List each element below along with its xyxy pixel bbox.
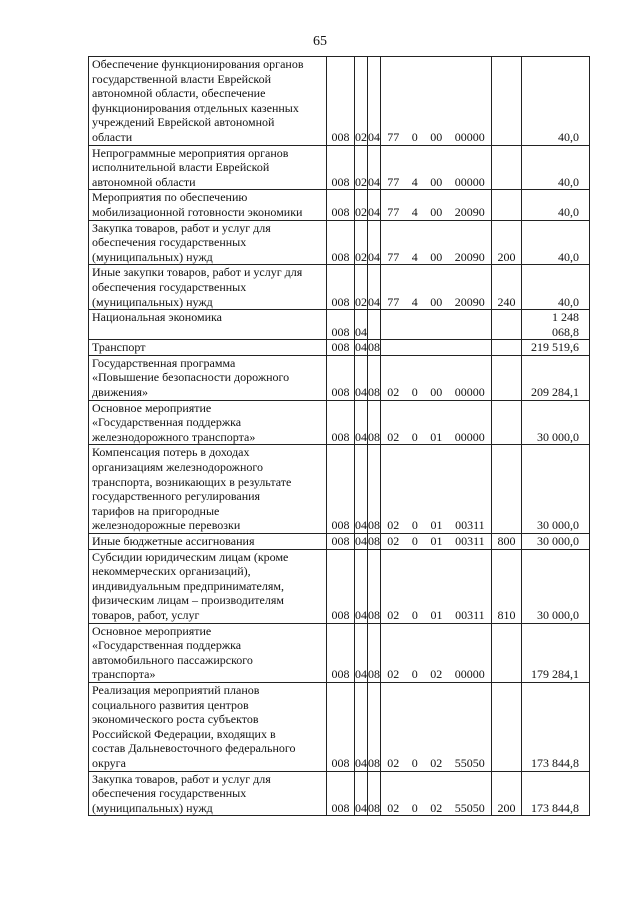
row-name-line: тарифов на пригородные bbox=[92, 503, 220, 518]
row-name-line: автономной области bbox=[92, 174, 196, 189]
grbs-code-cell: 008 bbox=[327, 771, 355, 816]
row-name-line: Закупка товаров, работ и услуг для bbox=[92, 771, 271, 786]
target-article-cell bbox=[381, 340, 492, 356]
target-article-part: 00000 bbox=[454, 174, 485, 189]
row-name-cell bbox=[89, 265, 327, 310]
target-article-part: 00000 bbox=[454, 385, 485, 400]
section-code-cell: 04 bbox=[355, 310, 368, 340]
section-code-cell: 02 bbox=[355, 220, 368, 265]
subsection-code-cell: 08 bbox=[368, 623, 381, 682]
grbs-code-cell: 008 bbox=[327, 400, 355, 445]
target-article-part: 0 bbox=[411, 429, 418, 444]
row-name-line: транспорта, возникающих в результате bbox=[92, 474, 292, 489]
row-name-cell bbox=[89, 534, 327, 550]
expense-type-cell bbox=[492, 340, 522, 356]
table-row bbox=[89, 534, 590, 550]
row-name-cell bbox=[89, 220, 327, 265]
target-article-part: 77 bbox=[387, 249, 400, 264]
row-name-line: (муниципальных) нужд bbox=[92, 294, 213, 309]
table-row bbox=[89, 623, 590, 682]
expense-type-cell: 810 bbox=[492, 549, 522, 623]
amount-cell: 30 000,0 bbox=[522, 549, 590, 623]
grbs-code-cell: 008 bbox=[327, 220, 355, 265]
row-name-cell bbox=[89, 400, 327, 445]
grbs-code-cell: 008 bbox=[327, 534, 355, 550]
expense-type-cell bbox=[492, 623, 522, 682]
table-row bbox=[89, 220, 590, 265]
target-article-part: 02 bbox=[430, 667, 443, 682]
section-code-cell: 04 bbox=[355, 549, 368, 623]
target-article-part: 55050 bbox=[454, 800, 485, 815]
subsection-code-cell: 04 bbox=[368, 145, 381, 190]
row-name-line: Российской Федерации, входящих в bbox=[92, 726, 276, 741]
expense-type-cell bbox=[492, 145, 522, 190]
target-article-cell bbox=[381, 771, 492, 816]
target-article-cell bbox=[381, 57, 492, 146]
target-article-part: 00 bbox=[430, 129, 443, 144]
row-name-line: Непрограммные мероприятия органов bbox=[92, 145, 289, 160]
row-name-line: (муниципальных) нужд bbox=[92, 249, 213, 264]
target-article-part: 02 bbox=[387, 800, 400, 815]
target-article-cell bbox=[381, 549, 492, 623]
target-article-part: 00311 bbox=[455, 534, 485, 548]
row-name-cell bbox=[89, 355, 327, 400]
target-article-part: 20090 bbox=[454, 294, 485, 309]
table-row bbox=[89, 310, 590, 340]
row-name-cell bbox=[89, 445, 327, 534]
row-name-cell bbox=[89, 682, 327, 771]
target-article-part: 0 bbox=[411, 129, 418, 144]
target-article-part: 02 bbox=[387, 534, 400, 548]
target-article-part: 00 bbox=[430, 249, 443, 264]
target-article-part: 02 bbox=[387, 518, 400, 533]
target-article-part: 00 bbox=[430, 174, 443, 189]
target-article-part: 0 bbox=[411, 755, 418, 770]
target-article-cell bbox=[381, 445, 492, 534]
subsection-code-cell: 08 bbox=[368, 355, 381, 400]
amount-cell: 40,0 bbox=[522, 220, 590, 265]
row-name-line: обеспечения государственных bbox=[92, 279, 247, 294]
amount-cell: 219 519,6 bbox=[522, 340, 590, 356]
target-article-part: 4 bbox=[411, 174, 418, 189]
target-article-part: 20090 bbox=[454, 204, 485, 219]
subsection-code-cell: 08 bbox=[368, 549, 381, 623]
grbs-code-cell: 008 bbox=[327, 145, 355, 190]
row-name-line: округа bbox=[92, 755, 126, 770]
target-article-part: 00311 bbox=[455, 518, 485, 533]
subsection-code-cell: 08 bbox=[368, 340, 380, 355]
target-article-part: 0 bbox=[411, 518, 418, 533]
target-article-part: 0 bbox=[411, 800, 418, 815]
grbs-code-cell: 008 bbox=[327, 190, 355, 220]
section-code-cell: 04 bbox=[355, 355, 368, 400]
amount-cell: 30 000,0 bbox=[522, 534, 590, 550]
target-article-part: 00 bbox=[430, 385, 443, 400]
row-name-cell bbox=[89, 340, 327, 356]
row-name-cell bbox=[89, 549, 327, 623]
expense-type-cell: 200 bbox=[492, 220, 522, 265]
row-name-line: «Государственная поддержка bbox=[92, 638, 242, 653]
expense-type-cell bbox=[492, 310, 522, 340]
row-name-cell bbox=[89, 771, 327, 816]
expense-type-cell bbox=[492, 57, 522, 146]
target-article-cell bbox=[381, 145, 492, 190]
row-name-line: Основное мероприятие bbox=[92, 623, 212, 638]
section-code-cell: 02 bbox=[355, 190, 368, 220]
table-row bbox=[89, 145, 590, 190]
grbs-code-cell: 008 bbox=[327, 265, 355, 310]
row-name-line: Иные закупки товаров, работ и услуг для bbox=[92, 265, 303, 280]
target-article-cell bbox=[381, 310, 492, 340]
subsection-code-cell: 08 bbox=[368, 534, 380, 548]
subsection-code-cell: 04 bbox=[368, 220, 381, 265]
target-article-part: 02 bbox=[387, 429, 400, 444]
section-code-cell: 04 bbox=[355, 771, 368, 816]
row-name-line: (муниципальных) нужд bbox=[92, 800, 213, 815]
row-name-line: «Повышение безопасности дорожного bbox=[92, 370, 290, 385]
target-article-part: 02 bbox=[430, 755, 443, 770]
expense-type-cell bbox=[492, 445, 522, 534]
expense-type-cell bbox=[492, 190, 522, 220]
target-article-part: 00000 bbox=[454, 129, 485, 144]
row-name-line: области bbox=[92, 129, 133, 144]
row-name-line: физическим лицам – производителям bbox=[92, 593, 284, 608]
section-code-cell: 04 bbox=[355, 400, 368, 445]
expense-type-cell bbox=[492, 400, 522, 445]
target-article-part: 77 bbox=[387, 204, 400, 219]
subsection-code-cell: 08 bbox=[368, 445, 381, 534]
table-row bbox=[89, 340, 590, 356]
target-article-part: 02 bbox=[387, 385, 400, 400]
target-article-part: 4 bbox=[411, 204, 418, 219]
row-name-line: индивидуальным предпринимателям, bbox=[92, 578, 284, 593]
row-name-line: исполнительной власти Еврейской bbox=[92, 160, 270, 175]
target-article-part: 01 bbox=[430, 534, 443, 548]
row-name-line: экономического роста субъектов bbox=[92, 712, 259, 727]
amount-cell: 179 284,1 bbox=[522, 623, 590, 682]
expense-type-cell: 200 bbox=[492, 771, 522, 816]
amount-cell: 30 000,0 bbox=[522, 400, 590, 445]
table-row bbox=[89, 57, 590, 146]
row-name-line: товаров, работ, услуг bbox=[92, 607, 200, 622]
amount-cell: 40,0 bbox=[522, 57, 590, 146]
subsection-code-cell: 08 bbox=[368, 771, 381, 816]
target-article-cell bbox=[381, 682, 492, 771]
target-article-cell bbox=[381, 220, 492, 265]
target-article-part: 4 bbox=[411, 294, 418, 309]
subsection-code-cell: 04 bbox=[368, 190, 381, 220]
amount-cell: 1 248 068,8 bbox=[522, 310, 590, 340]
table-row bbox=[89, 400, 590, 445]
row-name-line: государственной власти Еврейской bbox=[92, 71, 272, 86]
row-name-line: учреждений Еврейской автономной bbox=[92, 115, 275, 130]
target-article-part: 00 bbox=[430, 294, 443, 309]
expense-type-cell: 800 bbox=[492, 534, 522, 550]
amount-cell: 173 844,8 bbox=[522, 771, 590, 816]
row-name-line: государственного регулирования bbox=[92, 489, 261, 504]
budget-table bbox=[88, 56, 590, 816]
section-code-cell: 02 bbox=[355, 57, 368, 146]
target-article-cell bbox=[381, 623, 492, 682]
row-name-line: Основное мероприятие bbox=[92, 400, 212, 415]
target-article-part: 55050 bbox=[454, 755, 485, 770]
row-name-line: обеспечения государственных bbox=[92, 786, 247, 801]
target-article-part: 00000 bbox=[454, 667, 485, 682]
grbs-code-cell: 008 bbox=[327, 355, 355, 400]
row-name-line: социального развития центров bbox=[92, 697, 249, 712]
grbs-code-cell: 008 bbox=[327, 682, 355, 771]
row-name-line: Транспорт bbox=[92, 340, 146, 355]
target-article-cell bbox=[381, 534, 492, 550]
row-name-line: железнодорожные перевозки bbox=[92, 518, 241, 533]
row-name-cell bbox=[89, 310, 327, 340]
target-article-part: 0 bbox=[411, 385, 418, 400]
grbs-code-cell: 008 bbox=[327, 623, 355, 682]
table-row bbox=[89, 771, 590, 816]
target-article-part: 77 bbox=[387, 294, 400, 309]
table-row bbox=[89, 265, 590, 310]
target-article-part: 0 bbox=[411, 667, 418, 682]
row-name-line: Компенсация потерь в доходах bbox=[92, 445, 250, 460]
target-article-part: 01 bbox=[430, 607, 443, 622]
grbs-code-cell: 008 bbox=[327, 310, 355, 340]
section-code-cell: 02 bbox=[355, 145, 368, 190]
row-name-line: автономной области, обеспечение bbox=[92, 86, 266, 101]
subsection-code-cell: 08 bbox=[368, 682, 381, 771]
target-article-part: 02 bbox=[387, 607, 400, 622]
row-name-line: движения» bbox=[92, 385, 149, 400]
expense-type-cell: 240 bbox=[492, 265, 522, 310]
amount-cell: 40,0 bbox=[522, 190, 590, 220]
row-name-line: обеспечения государственных bbox=[92, 235, 247, 250]
target-article-part: 77 bbox=[387, 129, 400, 144]
row-name-line: «Государственная поддержка bbox=[92, 415, 242, 430]
table-row bbox=[89, 190, 590, 220]
target-article-part: 01 bbox=[430, 518, 443, 533]
row-name-line: Обеспечение функционирования органов bbox=[92, 57, 304, 71]
subsection-code-cell: 08 bbox=[368, 400, 381, 445]
target-article-part: 00 bbox=[430, 204, 443, 219]
amount-cell: 40,0 bbox=[522, 265, 590, 310]
target-article-part: 00311 bbox=[455, 607, 485, 622]
target-article-cell bbox=[381, 190, 492, 220]
section-code-cell: 04 bbox=[355, 445, 368, 534]
section-code-cell: 04 bbox=[355, 682, 368, 771]
target-article-part: 20090 bbox=[454, 249, 485, 264]
row-name-line: Государственная программа bbox=[92, 355, 236, 370]
target-article-part: 77 bbox=[387, 174, 400, 189]
expense-type-cell bbox=[492, 355, 522, 400]
row-name-line: организациям железнодорожного bbox=[92, 460, 263, 475]
row-name-line: Мероприятия по обеспечению bbox=[92, 190, 248, 205]
target-article-part: 0 bbox=[411, 534, 418, 548]
row-name-line: состав Дальневосточного федерального bbox=[92, 741, 296, 756]
target-article-part: 4 bbox=[411, 249, 418, 264]
row-name-line: функционирования отдельных казенных bbox=[92, 100, 299, 115]
row-name-line: железнодорожного транспорта» bbox=[92, 429, 256, 444]
section-code-cell: 04 bbox=[355, 623, 368, 682]
row-name-line: Иные бюджетные ассигнования bbox=[92, 534, 255, 548]
subsection-code-cell: 04 bbox=[368, 265, 381, 310]
amount-cell: 40,0 bbox=[522, 145, 590, 190]
grbs-code-cell: 008 bbox=[327, 549, 355, 623]
grbs-code-cell: 008 bbox=[327, 445, 355, 534]
target-article-cell bbox=[381, 355, 492, 400]
grbs-code-cell: 008 bbox=[327, 340, 355, 356]
row-name-cell bbox=[89, 190, 327, 220]
table-row bbox=[89, 445, 590, 534]
target-article-part: 02 bbox=[430, 800, 443, 815]
row-name-line: автомобильного пассажирского bbox=[92, 652, 253, 667]
amount-cell: 173 844,8 bbox=[522, 682, 590, 771]
row-name-cell bbox=[89, 145, 327, 190]
target-article-part: 01 bbox=[430, 429, 443, 444]
target-article-part: 0 bbox=[411, 607, 418, 622]
target-article-cell bbox=[381, 265, 492, 310]
table-row bbox=[89, 549, 590, 623]
row-name-cell bbox=[89, 623, 327, 682]
row-name-line: Национальная экономика bbox=[92, 310, 222, 325]
section-code-cell: 02 bbox=[355, 265, 368, 310]
subsection-code-cell: 04 bbox=[368, 57, 381, 146]
subsection-code-cell bbox=[368, 310, 381, 340]
row-name-line: некоммерческих организаций), bbox=[92, 564, 251, 579]
amount-cell: 209 284,1 bbox=[522, 355, 590, 400]
target-article-part: 02 bbox=[387, 755, 400, 770]
table-row bbox=[89, 355, 590, 400]
row-name-line: Закупка товаров, работ и услуг для bbox=[92, 220, 271, 235]
section-code-cell: 04 bbox=[355, 534, 367, 548]
target-article-part: 02 bbox=[387, 667, 400, 682]
target-article-part: 00000 bbox=[454, 429, 485, 444]
row-name-cell bbox=[89, 57, 327, 146]
table-row bbox=[89, 682, 590, 771]
page-number: 65 bbox=[313, 34, 327, 49]
row-name-line: транспорта» bbox=[92, 667, 156, 682]
target-article-cell bbox=[381, 400, 492, 445]
section-code-cell: 04 bbox=[355, 340, 367, 355]
grbs-code-cell: 008 bbox=[327, 57, 355, 146]
amount-cell: 30 000,0 bbox=[522, 445, 590, 534]
row-name-line: Реализация мероприятий планов bbox=[92, 682, 260, 697]
row-name-line: мобилизационной готовности экономики bbox=[92, 204, 303, 219]
row-name-line: Субсидии юридическим лицам (кроме bbox=[92, 549, 289, 564]
expense-type-cell bbox=[492, 682, 522, 771]
